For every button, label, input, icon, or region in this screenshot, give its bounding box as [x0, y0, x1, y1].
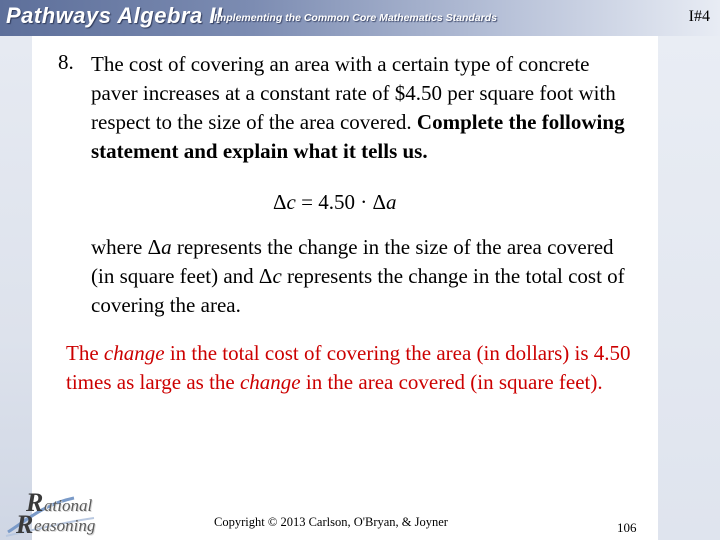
right-side-band — [658, 36, 720, 540]
where-part: where — [91, 235, 148, 259]
equation-rhs-var: a — [385, 190, 397, 214]
answer-emphasis: change — [239, 370, 301, 394]
where-var: c — [272, 264, 282, 288]
rational-reasoning-logo — [4, 488, 134, 539]
answer-emphasis: change — [103, 341, 165, 365]
equation — [273, 190, 396, 215]
equation-lhs-delta: Δ — [273, 190, 287, 214]
question-text-plain: The cost of covering an area with a certain type of concrete paver increases at a constant rate of $4.50 per square foot with respect to the size of the area covered. — [91, 52, 616, 134]
answer-text — [66, 339, 648, 397]
answer-part: The — [66, 341, 104, 365]
where-delta: Δ — [258, 264, 273, 288]
equation-rhs-delta: Δ — [372, 190, 386, 214]
course-title: Pathways Algebra II — [6, 3, 223, 28]
header-banner — [0, 0, 720, 36]
logo-line-1: ational — [44, 496, 93, 515]
where-part: represents the change in the total cost of covering the area. — [91, 264, 625, 317]
equation-equals: = — [295, 190, 319, 214]
question-text — [91, 50, 636, 166]
logo-initial-1: R — [26, 488, 44, 517]
where-var: a — [161, 235, 172, 259]
logo-initial-2: R — [16, 510, 34, 539]
answer-part: in the area covered (in square feet). — [300, 370, 603, 394]
copyright-notice: Copyright © 2013 Carlson, O'Bryan, & Joyner — [214, 515, 448, 529]
where-delta: Δ — [147, 235, 162, 259]
equation-lhs-var: c — [286, 190, 296, 214]
left-side-band — [0, 36, 32, 540]
where-explanation — [91, 233, 639, 320]
logo-line-2: easoning — [34, 516, 96, 535]
course-subtitle: Implementing the Common Core Mathematics Standards — [214, 12, 497, 24]
answer-part: in the total cost of covering the area (in dollars) is 4.50 times as large as the — [66, 341, 631, 394]
question-number: 8. — [58, 50, 74, 74]
equation-coefficient: 4.50 — [318, 190, 355, 214]
slide-id: I#4 — [688, 8, 710, 25]
page-number: 106 — [617, 520, 637, 535]
question-text-bold: Complete the following statement and explain what it tells us. — [91, 110, 625, 163]
equation-dot: · — [354, 190, 373, 214]
where-part: represents the change in the size of the area covered (in square feet) and — [91, 235, 614, 288]
